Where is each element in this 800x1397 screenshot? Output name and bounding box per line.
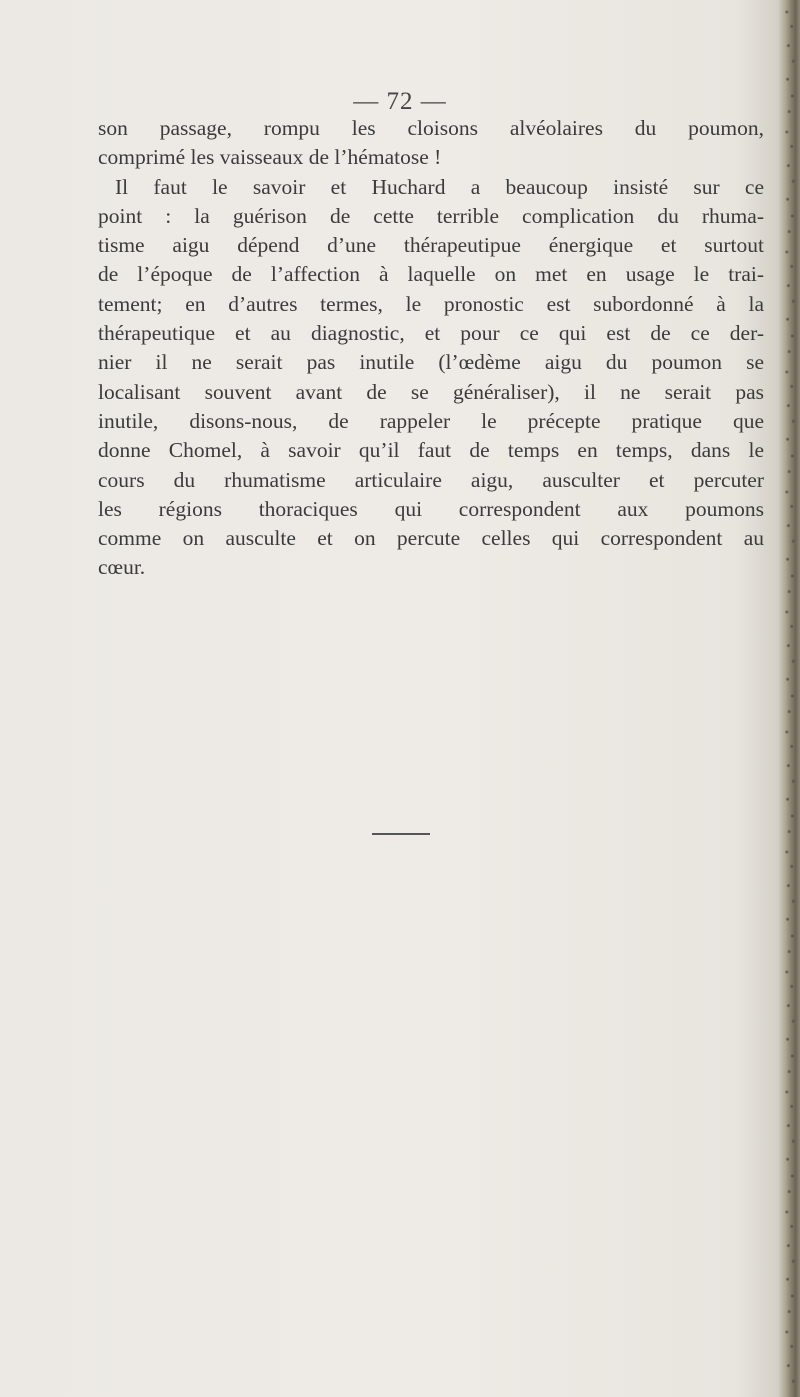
page-number: — 72 — (353, 88, 447, 115)
text-line: cœur. (98, 555, 146, 580)
text-line: comme on ausculte et on percute celles qui correspondent au (98, 526, 764, 551)
text-line: tement; en d’autres termes, le pronostic est subordonné à la (98, 291, 764, 316)
body-text (98, 114, 764, 583)
text-line: tisme aigu dépend d’une thérapeutipue énergique et surtout (98, 233, 764, 258)
page-edge-speckles (782, 0, 798, 1397)
section-divider-rule (372, 833, 430, 835)
text-line: comprimé les vaisseaux de l’hématose ! (98, 145, 442, 170)
text-line: donne Chomel, à savoir qu’il faut de temps en temps, dans le (98, 438, 764, 463)
text-line: point : la guérison de cette terrible complication du rhuma- (98, 203, 764, 228)
text-line: de l’époque de l’affection à laquelle on met en usage le trai- (98, 262, 764, 287)
text-line: localisant souvent avant de se généraliser), il ne serait pas (98, 379, 764, 404)
text-line: cours du rhumatisme articulaire aigu, ausculter et percuter (98, 467, 764, 492)
text-line: les régions thoraciques qui correspondent aux poumons (98, 496, 764, 521)
text-line: nier il ne serait pas inutile (l’œdème aigu du poumon se (98, 350, 764, 375)
text-line: inutile, disons-nous, de rappeler le précepte pratique que (98, 408, 764, 433)
text-line: son passage, rompu les cloisons alvéolaires du poumon, (98, 116, 764, 140)
text-line: thérapeutique et au diagnostic, et pour ce qui est de ce der- (98, 321, 764, 346)
text-line: Il faut le savoir et Huchard a beaucoup insisté sur ce (115, 174, 764, 199)
